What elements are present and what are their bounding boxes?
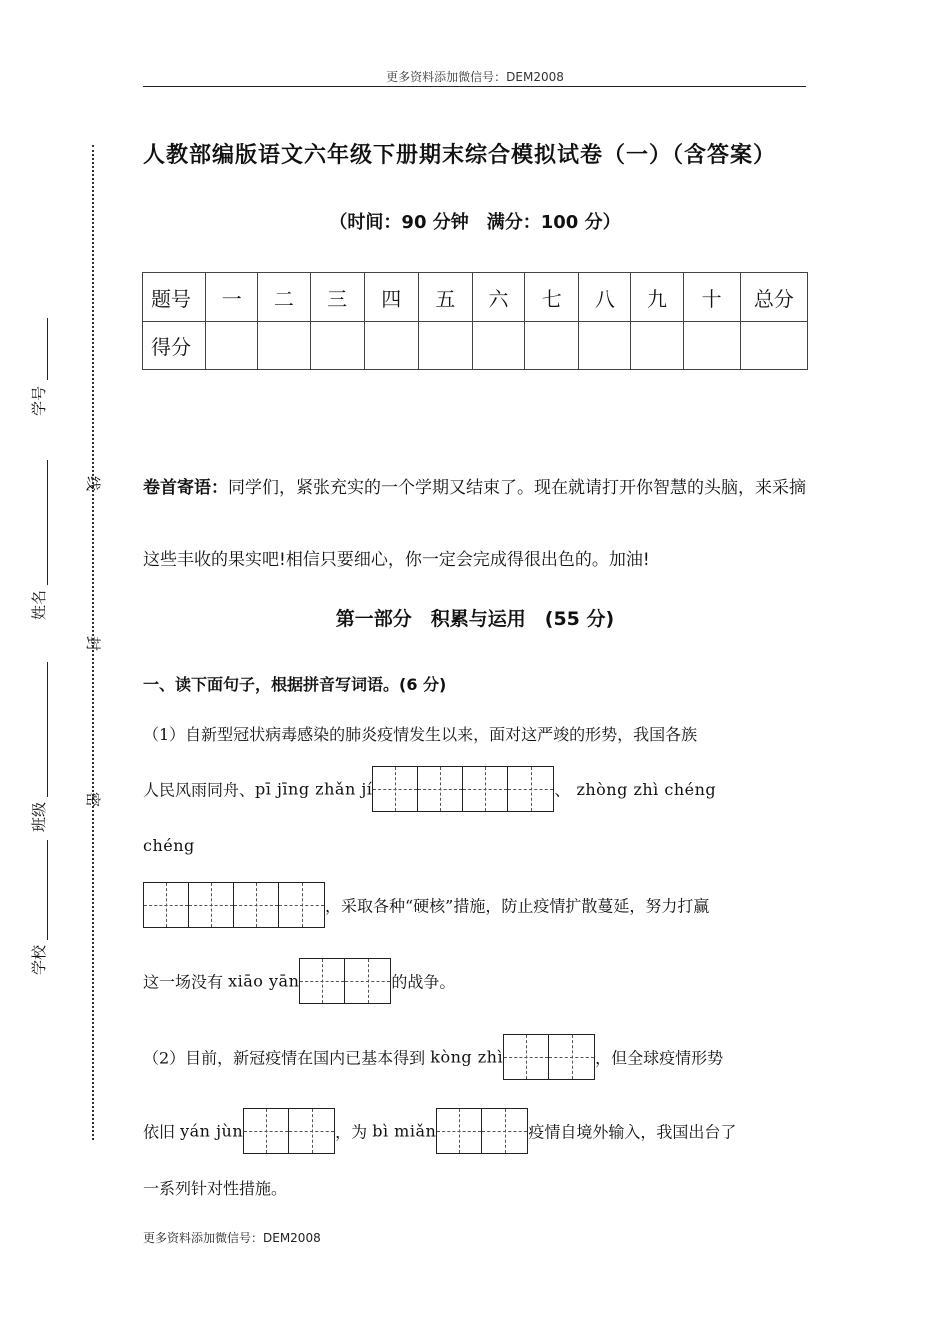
score-cell[interactable] bbox=[310, 322, 364, 370]
score-table-col: 四 bbox=[364, 273, 418, 322]
score-cell[interactable] bbox=[258, 322, 310, 370]
side-underline-class[interactable] bbox=[47, 662, 48, 797]
answer-cell[interactable] bbox=[289, 1109, 334, 1153]
answer-grid-2[interactable] bbox=[503, 1034, 595, 1080]
text-fragment: 、 bbox=[554, 780, 571, 800]
page-title: 人教部编版语文六年级下册期末综合模拟试卷（一）（含答案） bbox=[143, 143, 777, 168]
text-fragment: ，但全球疫情形势 bbox=[595, 1048, 724, 1068]
side-label-name: 姓名 bbox=[30, 589, 48, 620]
answer-grid-2[interactable] bbox=[243, 1108, 335, 1154]
question-text-line bbox=[143, 882, 709, 928]
answer-grid-4[interactable] bbox=[143, 882, 325, 928]
text-fragment: （2）目前，新冠疫情在国内已基本得到 bbox=[143, 1048, 431, 1068]
answer-cell[interactable] bbox=[189, 883, 234, 927]
score-cell[interactable] bbox=[206, 322, 258, 370]
score-table-row-label: 得分 bbox=[143, 322, 206, 370]
header-rule bbox=[143, 86, 806, 87]
pinyin-prompt: pī jīng zhǎn jí bbox=[255, 779, 373, 799]
question-text-line: （1）自新型冠状病毒感染的肺炎疫情发生以来，面对这严竣的形势，我国各族 bbox=[143, 725, 698, 744]
score-cell-total[interactable] bbox=[740, 322, 807, 370]
side-underline-school[interactable] bbox=[47, 840, 48, 940]
score-table-score-row bbox=[143, 322, 808, 370]
motto-label: 卷首寄语： bbox=[143, 478, 228, 498]
question-text-line bbox=[143, 958, 455, 1004]
score-table-header-row bbox=[143, 273, 808, 322]
answer-cell[interactable] bbox=[437, 1109, 482, 1153]
answer-grid-4[interactable] bbox=[372, 766, 554, 812]
side-label-school: 学校 bbox=[30, 944, 48, 975]
answer-cell[interactable] bbox=[373, 767, 418, 811]
question-text-line bbox=[143, 835, 195, 855]
score-table-col: 八 bbox=[579, 273, 631, 322]
score-table-row-label: 题号 bbox=[143, 273, 206, 322]
text-fragment: 依旧 bbox=[143, 1122, 181, 1142]
score-cell[interactable] bbox=[683, 322, 740, 370]
answer-cell[interactable] bbox=[279, 883, 324, 927]
score-table-col: 九 bbox=[631, 273, 683, 322]
page-footer: 更多资料添加微信号：DEM2008 bbox=[143, 1231, 321, 1245]
score-table-col: 六 bbox=[472, 273, 524, 322]
pinyin-prompt: zhòng zhì chéng bbox=[576, 779, 717, 799]
question-text-line bbox=[143, 1108, 736, 1154]
score-table-col: 三 bbox=[310, 273, 364, 322]
answer-cell[interactable] bbox=[549, 1035, 594, 1079]
score-table-col: 五 bbox=[418, 273, 472, 322]
score-cell[interactable] bbox=[472, 322, 524, 370]
question-text-line bbox=[143, 766, 716, 812]
side-label-student-id: 学号 bbox=[30, 385, 48, 416]
binding-mark-secret: 密 bbox=[84, 792, 102, 808]
question-text-line: 一系列针对性措施。 bbox=[143, 1179, 288, 1198]
answer-cell[interactable] bbox=[504, 1035, 549, 1079]
score-cell[interactable] bbox=[418, 322, 472, 370]
score-table-col: 七 bbox=[525, 273, 579, 322]
pinyin-prompt: bì miǎn bbox=[372, 1121, 437, 1141]
pinyin-prompt: chéng bbox=[143, 836, 195, 855]
part-title: 第一部分 积累与运用 (55 分) bbox=[335, 608, 615, 630]
answer-cell[interactable] bbox=[244, 1109, 289, 1153]
side-underline-student-id[interactable] bbox=[47, 318, 48, 380]
answer-cell[interactable] bbox=[345, 959, 390, 1003]
answer-cell[interactable] bbox=[482, 1109, 527, 1153]
score-table bbox=[142, 272, 808, 370]
answer-grid-2[interactable] bbox=[436, 1108, 528, 1154]
text-fragment: 人民风雨同舟、 bbox=[143, 780, 256, 800]
score-cell[interactable] bbox=[525, 322, 579, 370]
text-fragment: ，采取各种“硬核”措施，防止疫情扩散蔓延，努力打赢 bbox=[325, 896, 710, 916]
text-fragment: 疫情自境外输入，我国出台了 bbox=[528, 1122, 737, 1142]
score-cell[interactable] bbox=[579, 322, 631, 370]
side-underline-name[interactable] bbox=[47, 460, 48, 585]
score-cell[interactable] bbox=[364, 322, 418, 370]
pinyin-prompt: yán jùn bbox=[180, 1121, 244, 1141]
exam-subtitle: （时间：90 分钟 满分：100 分） bbox=[329, 212, 621, 233]
answer-cell[interactable] bbox=[234, 883, 279, 927]
question-text-line bbox=[143, 1034, 723, 1080]
exam-motto bbox=[143, 452, 809, 596]
score-table-col: 二 bbox=[258, 273, 310, 322]
score-table-col: 一 bbox=[206, 273, 258, 322]
binding-mark-line: 线 bbox=[84, 476, 102, 492]
pinyin-prompt: kòng zhì bbox=[430, 1047, 504, 1067]
score-table-col: 十 bbox=[683, 273, 740, 322]
page-header: 更多资料添加微信号：DEM2008 bbox=[386, 70, 564, 84]
answer-cell[interactable] bbox=[463, 767, 508, 811]
side-label-class: 班级 bbox=[30, 801, 48, 832]
text-fragment: ，为 bbox=[335, 1122, 373, 1142]
motto-text: 同学们，紧张充实的一个学期又结束了。现在就请打开你智慧的头脑，来采摘这些丰收的果实吧!相信只要细心，你一定会完成得很出色的。加油! bbox=[143, 478, 806, 570]
text-fragment: 这一场没有 bbox=[143, 972, 229, 992]
answer-cell[interactable] bbox=[508, 767, 553, 811]
score-cell[interactable] bbox=[631, 322, 683, 370]
pinyin-prompt: xiāo yān bbox=[228, 971, 300, 991]
binding-mark-seal: 封 bbox=[84, 636, 102, 652]
answer-grid-2[interactable] bbox=[299, 958, 391, 1004]
answer-cell[interactable] bbox=[300, 959, 345, 1003]
question-title: 一、读下面句子，根据拼音写词语。(6 分) bbox=[143, 675, 447, 694]
score-table-col-total: 总分 bbox=[740, 273, 807, 322]
text-fragment: 的战争。 bbox=[391, 972, 456, 992]
answer-cell[interactable] bbox=[418, 767, 463, 811]
answer-cell[interactable] bbox=[144, 883, 189, 927]
